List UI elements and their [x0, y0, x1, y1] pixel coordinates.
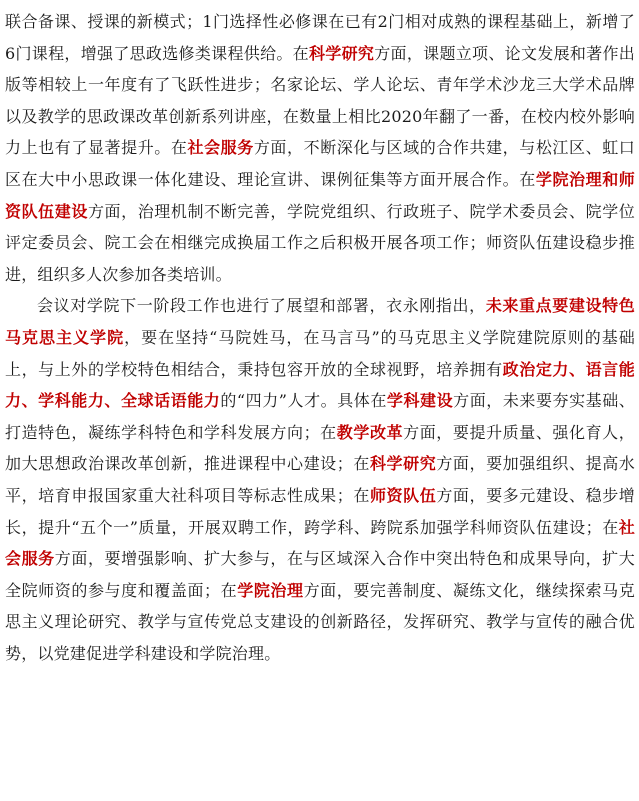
text-segment: 方面，不断深化与区域的合作共建，与松江区、虹口区在大中小思政课一体化建设、理论宣讲、课例征集等方面开展合作。在 [5, 138, 635, 189]
highlight-research: 科学研究 [308, 43, 375, 63]
highlight-future-focus: 未来重点要建设特色马克思主义学院 [5, 296, 635, 347]
text-segment: 方面，课题立项、论文发展和著作出版等相较上一年度有了飞跃性进步；名家论坛、学人论坛、青年学术沙龙三大学术品牌以及教学的思政课改革创新系列讲座，在数量上相比2020年翻了一番，在校内校外影响力上也有了显著提升。在 [5, 43, 635, 158]
text-segment: 方面，治理机制不断完善，学院党组织、行政班子、院学术委员会、院学位评定委员会、院工会在相继完成换届工作之后积极开展各项工作；师资队伍建设稳步推进，组织多人次参加各类培训。 [5, 201, 635, 284]
text-segment: 联合备课、授课的新模式；1门选择性必修课在已有2门相对成熟的课程基础上，新增了6门课程，增强了思政选修类课程供给。在 [5, 12, 635, 63]
text-segment: 会议对学院下一阶段工作也进行了展望和部署，衣永刚指出， [37, 296, 486, 316]
highlight-faculty: 师资队伍 [369, 485, 437, 505]
highlight-college-governance: 学院治理 [237, 580, 304, 600]
text-segment: 方面，要多元建设、稳步增长，提升“五个一”质量，开展双聘工作，跨学科、跨院系加强学科师资队伍建设；在 [5, 485, 635, 537]
text-segment: 的“四力”人才。具体在 [220, 391, 387, 411]
highlight-social-service: 社会服务 [5, 517, 635, 569]
paragraph-outlook [5, 290, 635, 669]
text-segment: 方面，要增强影响、扩大参与，在与区域深入合作中突出特色和成果导向，扩大全院师资的参与度和覆盖面；在 [5, 549, 635, 600]
highlight-four-abilities: 政治定力、语言能力、学科能力、全球话语能力 [5, 359, 635, 411]
highlight-social-service: 社会服务 [187, 138, 254, 158]
highlight-teaching-reform: 教学改革 [336, 422, 404, 442]
paragraph-achievements [5, 6, 635, 290]
text-segment: ，要在坚持“马院姓马，在马言马”的马克思主义学院建院原则的基础上，与上外的学校特色相结合，秉持包容开放的全球视野，培养拥有 [5, 327, 636, 379]
text-segment: 方面，要完善制度、凝练文化，继续探索马克思主义理论研究、教学与宣传党总支建设的创新路径，发挥研究、教学与宣传的融合优势，以党建促进学科建设和学院治理。 [5, 580, 635, 663]
text-segment: 方面，未来要夯实基础、打造特色，凝练学科特色和学科发展方向；在 [5, 391, 635, 442]
text-segment: 方面，要提升质量、强化育人，加大思想政治课改革创新，推进课程中心建设；在 [5, 422, 635, 474]
highlight-discipline-building: 学科建设 [386, 391, 454, 411]
highlight-governance-faculty: 学院治理和师资队伍建设 [5, 169, 636, 221]
text-segment: 方面，要加强组织、提高水平，培育申报国家重大社科项目等标志性成果；在 [5, 454, 635, 505]
highlight-research: 科学研究 [369, 454, 437, 474]
